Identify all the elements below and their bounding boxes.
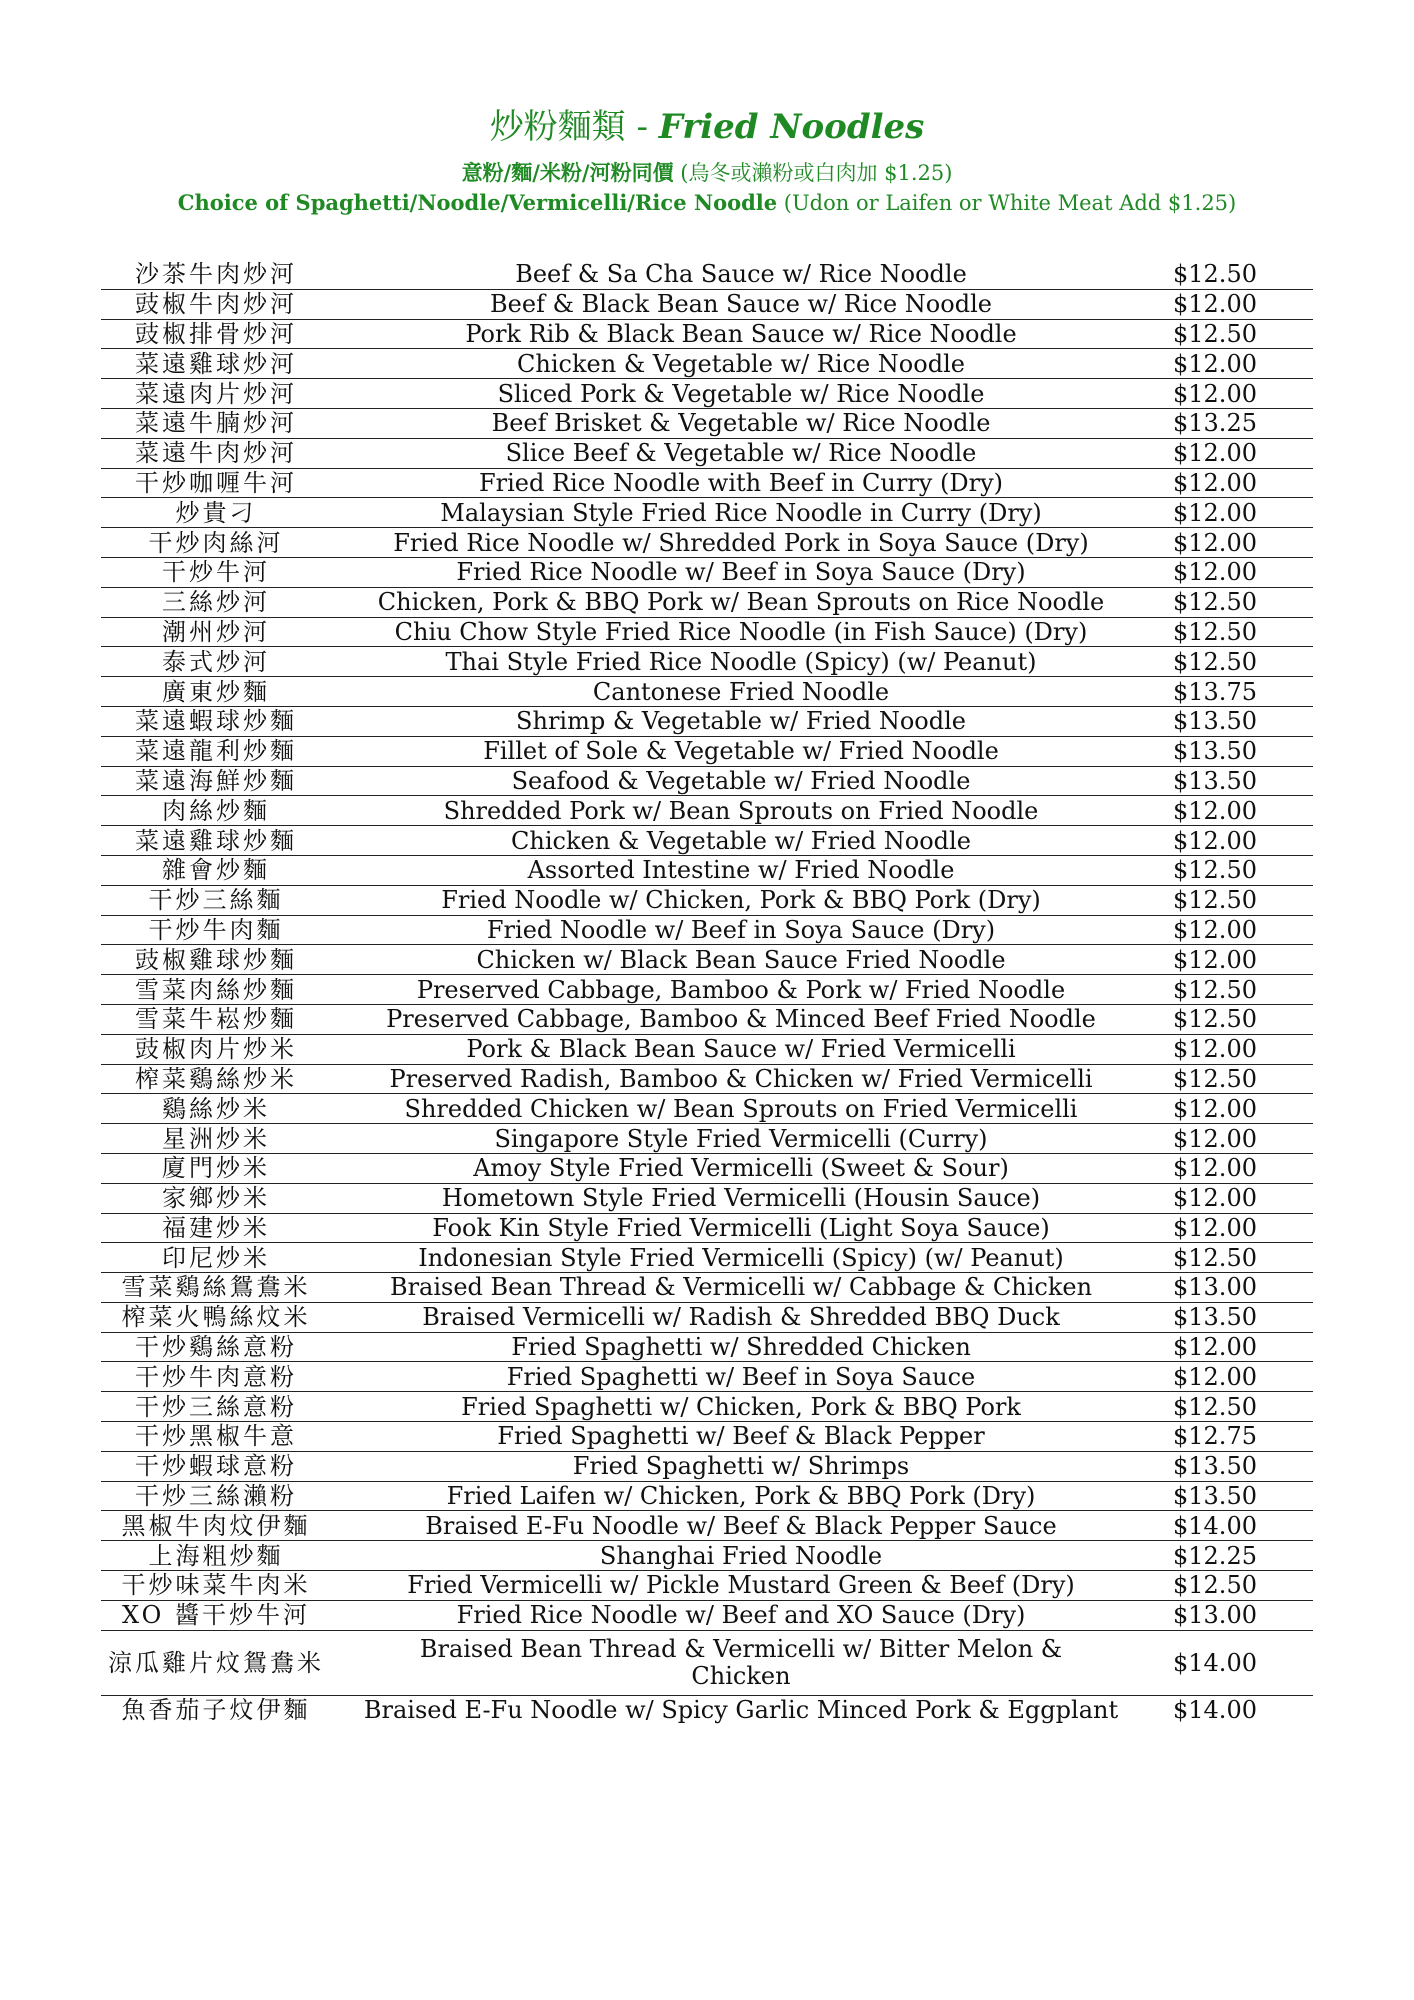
menu-item-chinese-name: 家鄉炒米: [162, 1184, 270, 1213]
choice-en: Choice of Spaghetti/Noodle/Vermicelli/Rice Noodle: [177, 190, 778, 215]
menu-header: [0, 104, 1414, 218]
menu-item-price: $12.50: [1173, 260, 1257, 289]
menu-item-row: [101, 558, 1313, 588]
menu-item-row: [101, 439, 1313, 469]
menu-item-row: [101, 1452, 1313, 1482]
menu-item-english-name: Pork & Black Bean Sauce w/ Fried Vermicelli: [466, 1035, 1016, 1064]
menu-item-price: $12.00: [1173, 1094, 1257, 1123]
menu-item-chinese-name: 干炒牛肉意粉: [135, 1362, 297, 1391]
choice-line-english: [0, 188, 1414, 218]
menu-item-price: $12.00: [1173, 290, 1257, 319]
menu-item-english-name: Chicken, Pork & BBQ Pork w/ Bean Sprouts on Rice Noodle: [377, 588, 1105, 617]
menu-item-english-name: Chicken w/ Black Bean Sauce Fried Noodle: [476, 945, 1006, 974]
menu-item-row: [101, 975, 1313, 1005]
menu-item-price: $12.00: [1173, 826, 1257, 855]
menu-item-price: $12.00: [1173, 1333, 1257, 1362]
menu-item-price: $13.50: [1173, 766, 1257, 795]
menu-item-english-name: Shanghai Fried Noodle: [599, 1541, 883, 1570]
menu-item-english-name: Chicken & Vegetable w/ Fried Noodle: [511, 826, 971, 855]
menu-item-english-name: Fried Rice Noodle with Beef in Curry (Dry): [478, 468, 1003, 497]
menu-item-row: [101, 1511, 1313, 1541]
menu-item-english-name: Preserved Radish, Bamboo & Chicken w/ Fried Vermicelli: [389, 1064, 1093, 1093]
menu-item-english-name: Fried Noodle w/ Chicken, Pork & BBQ Pork (Dry): [441, 886, 1041, 915]
menu-item-row: [101, 647, 1313, 677]
menu-item-row: [101, 1124, 1313, 1154]
menu-item-price: $13.00: [1173, 1601, 1257, 1630]
menu-item-chinese-name: 菜遠海鮮炒麵: [135, 766, 297, 795]
menu-item-english-name: Amoy Style Fried Vermicelli (Sweet & Sour): [473, 1154, 1009, 1183]
menu-item-row: [101, 320, 1313, 350]
menu-item-row: [101, 379, 1313, 409]
menu-item-english-name: Preserved Cabbage, Bamboo & Pork w/ Fried Noodle: [416, 975, 1066, 1004]
menu-item-price: $12.50: [1173, 588, 1257, 617]
menu-item-price: $14.00: [1173, 1511, 1257, 1540]
menu-item-price: $12.00: [1173, 1035, 1257, 1064]
menu-item-english-name: Fried Laifen w/ Chicken, Pork & BBQ Pork (Dry): [446, 1482, 1036, 1511]
menu-item-price: $12.50: [1173, 1392, 1257, 1421]
choice-line-chinese: [0, 158, 1414, 188]
menu-item-price: $13.50: [1173, 1482, 1257, 1511]
menu-item-english-name: Preserved Cabbage, Bamboo & Minced Beef Fried Noodle: [386, 1005, 1096, 1034]
menu-item-chinese-name: XO 醬干炒牛河: [122, 1601, 310, 1630]
menu-item-price: $12.50: [1173, 647, 1257, 676]
menu-item-english-name: Fried Noodle w/ Beef in Soya Sauce (Dry): [486, 915, 996, 944]
menu-item-chinese-name: 菜遠肉片炒河: [135, 379, 297, 408]
menu-item-english-name: Assorted Intestine w/ Fried Noodle: [527, 856, 955, 885]
menu-item-price: $12.50: [1173, 1571, 1257, 1600]
menu-item-price: $12.50: [1173, 1243, 1257, 1272]
menu-item-row: [101, 1005, 1313, 1035]
menu-item-price: $12.50: [1173, 886, 1257, 915]
menu-item-english-name: Thai Style Fried Rice Noodle (Spicy) (w/ Peanut): [445, 647, 1037, 676]
menu-item-row: [101, 1184, 1313, 1214]
menu-item-chinese-name: 黑椒牛肉炆伊麵: [121, 1511, 311, 1540]
menu-item-chinese-name: 菜遠蝦球炒麵: [135, 707, 297, 736]
menu-item-price: $13.50: [1173, 737, 1257, 766]
menu-item-chinese-name: 榨菜鷄絲炒米: [135, 1064, 297, 1093]
menu-item-english-name: Singapore Style Fried Vermicelli (Curry): [494, 1124, 988, 1153]
menu-item-row: [101, 528, 1313, 558]
menu-item-chinese-name: 魚香茄子炆伊麵: [121, 1696, 311, 1725]
menu-item-chinese-name: 菜遠雞球炒麵: [135, 826, 297, 855]
menu-item-row: [101, 1273, 1313, 1303]
menu-item-price: $12.00: [1173, 1154, 1257, 1183]
menu-item-row: [101, 1154, 1313, 1184]
menu-item-row: [101, 1571, 1313, 1601]
menu-item-price: $13.25: [1173, 409, 1257, 438]
menu-item-row: [101, 796, 1313, 826]
menu-item-price: $12.00: [1173, 379, 1257, 408]
menu-item-price: $13.00: [1173, 1273, 1257, 1302]
menu-item-price: $14.00: [1173, 1696, 1257, 1725]
menu-item-chinese-name: 干炒三絲意粉: [135, 1392, 297, 1421]
menu-item-chinese-name: 菜遠龍利炒麵: [135, 737, 297, 766]
menu-item-chinese-name: 干炒味菜牛肉米: [121, 1571, 311, 1600]
menu-item-english-name: Sliced Pork & Vegetable w/ Rice Noodle: [497, 379, 985, 408]
menu-item-row: [101, 1541, 1313, 1571]
menu-item-english-name: Seafood & Vegetable w/ Fried Noodle: [511, 766, 971, 795]
menu-item-price: $12.50: [1173, 975, 1257, 1004]
menu-item-chinese-name: 干炒黑椒牛意: [135, 1422, 297, 1451]
menu-item-chinese-name: 泰式炒河: [162, 647, 270, 676]
menu-item-english-name: Fried Spaghetti w/ Beef & Black Pepper: [497, 1422, 985, 1451]
menu-item-chinese-name: 鷄絲炒米: [162, 1094, 270, 1123]
menu-item-chinese-name: 榨菜火鴨絲炆米: [121, 1303, 311, 1332]
menu-item-chinese-name: 肉絲炒麵: [162, 796, 270, 825]
menu-item-row: [101, 290, 1313, 320]
menu-item-price: $12.00: [1173, 945, 1257, 974]
menu-item-row: [101, 1482, 1313, 1512]
menu-item-chinese-name: 干炒蝦球意粉: [135, 1452, 297, 1481]
title-chinese: 炒粉麵類 -: [489, 107, 659, 147]
menu-item-row: [101, 856, 1313, 886]
menu-item-row: [101, 260, 1313, 290]
menu-item-price: $12.00: [1173, 796, 1257, 825]
menu-item-row: [101, 945, 1313, 975]
menu-item-english-name: Shrimp & Vegetable w/ Fried Noodle: [516, 707, 966, 736]
menu-item-price: $12.50: [1173, 856, 1257, 885]
menu-item-english-name: Beef & Black Bean Sauce w/ Rice Noodle: [490, 290, 992, 319]
menu-item-english-name: Shredded Chicken w/ Bean Sprouts on Fried Vermicelli: [404, 1094, 1078, 1123]
menu-item-chinese-name: 菜遠牛肉炒河: [135, 439, 297, 468]
menu-item-english-name: Malaysian Style Fried Rice Noodle in Curry (Dry): [440, 498, 1042, 527]
menu-item-row: [101, 409, 1313, 439]
menu-item-english-name: Fried Rice Noodle w/ Beef and XO Sauce (Dry): [456, 1601, 1026, 1630]
menu-item-price: $13.50: [1173, 1452, 1257, 1481]
menu-item-price: $12.00: [1173, 1362, 1257, 1391]
title-english: Fried Noodles: [658, 107, 925, 147]
menu-item-row: [101, 1631, 1313, 1696]
menu-item-chinese-name: 干炒鷄絲意粉: [135, 1333, 297, 1362]
menu-item-row: [101, 349, 1313, 379]
menu-item-price: $12.00: [1173, 1213, 1257, 1242]
menu-item-english-name: Pork Rib & Black Bean Sauce w/ Rice Noodle: [465, 319, 1017, 348]
menu-item-chinese-name: 雪菜牛崧炒麵: [135, 1005, 297, 1034]
menu-item-chinese-name: 菜遠牛腩炒河: [135, 409, 297, 438]
menu-item-english-name: Beef Brisket & Vegetable w/ Rice Noodle: [491, 409, 991, 438]
menu-item-chinese-name: 涼瓜雞片炆鴛鴦米: [108, 1648, 324, 1677]
menu-item-english-name: Chicken & Vegetable w/ Rice Noodle: [517, 349, 965, 378]
menu-item-chinese-name: 廣東炒麵: [162, 677, 270, 706]
menu-item-row: [101, 677, 1313, 707]
menu-item-english-name: Fried Rice Noodle w/ Beef in Soya Sauce (Dry): [456, 558, 1026, 587]
menu-item-chinese-name: 干炒牛河: [162, 558, 270, 587]
menu-item-english-name: Shredded Pork w/ Bean Sprouts on Fried Noodle: [443, 796, 1039, 825]
menu-item-chinese-name: 干炒咖喱牛河: [135, 468, 297, 497]
menu-item-chinese-name: 雜會炒麵: [162, 856, 270, 885]
menu-item-price: $12.50: [1173, 1005, 1257, 1034]
menu-item-chinese-name: 豉椒排骨炒河: [135, 319, 297, 348]
menu-item-chinese-name: 潮州炒河: [162, 617, 270, 646]
menu-item-price: $12.00: [1173, 915, 1257, 944]
menu-item-english-name: Braised E-Fu Noodle w/ Spicy Garlic Minced Pork & Eggplant: [363, 1696, 1119, 1725]
menu-item-chinese-name: 菜遠雞球炒河: [135, 349, 297, 378]
menu-item-price: $12.50: [1173, 617, 1257, 646]
menu-item-price: $12.00: [1173, 1184, 1257, 1213]
menu-item-english-name: Fillet of Sole & Vegetable w/ Fried Noodle: [483, 737, 999, 766]
menu-item-chinese-name: 福建炒米: [162, 1213, 270, 1242]
menu-item-row: [101, 1333, 1313, 1363]
menu-item-english-name: Beef & Sa Cha Sauce w/ Rice Noodle: [515, 260, 967, 289]
menu-item-price: $13.75: [1173, 677, 1257, 706]
menu-item-chinese-name: 廈門炒米: [162, 1154, 270, 1183]
menu-item-price: $12.00: [1173, 558, 1257, 587]
menu-item-english-name: Fried Vermicelli w/ Pickle Mustard Green & Beef (Dry): [407, 1571, 1075, 1600]
menu-item-chinese-name: 三絲炒河: [162, 588, 270, 617]
menu-item-row: [101, 737, 1313, 767]
menu-item-english-name: Braised Bean Thread & Vermicelli w/ Bitter Melon & Chicken: [419, 1634, 1063, 1690]
choice-cn-note: (烏冬或瀨粉或白肉加 $1.25): [673, 161, 953, 185]
menu-item-row: [101, 588, 1313, 618]
menu-item-english-name: Braised Bean Thread & Vermicelli w/ Cabbage & Chicken: [389, 1273, 1093, 1302]
menu-item-price: $12.00: [1173, 498, 1257, 527]
menu-item-price: $12.00: [1173, 528, 1257, 557]
menu-item-price: $14.00: [1173, 1648, 1257, 1677]
menu-item-english-name: Chiu Chow Style Fried Rice Noodle (in Fish Sauce) (Dry): [394, 617, 1088, 646]
menu-item-english-name: Fook Kin Style Fried Vermicelli (Light Soya Sauce): [432, 1213, 1050, 1242]
menu-item-row: [101, 1392, 1313, 1422]
menu-item-price: $12.75: [1173, 1422, 1257, 1451]
menu-item-price: $12.00: [1173, 468, 1257, 497]
menu-item-row: [101, 1243, 1313, 1273]
menu-item-row: [101, 1065, 1313, 1095]
menu-item-english-name: Fried Spaghetti w/ Beef in Soya Sauce: [506, 1362, 976, 1391]
menu-item-english-name: Indonesian Style Fried Vermicelli (Spicy) (w/ Peanut): [418, 1243, 1064, 1272]
menu-item-price: $12.50: [1173, 319, 1257, 348]
menu-item-chinese-name: 干炒三絲瀨粉: [135, 1482, 297, 1511]
menu-item-chinese-name: 沙茶牛肉炒河: [135, 260, 297, 289]
menu-item-row: [101, 916, 1313, 946]
menu-item-chinese-name: 雪菜肉絲炒麵: [135, 975, 297, 1004]
menu-item-english-name: Fried Spaghetti w/ Shrimps: [572, 1452, 910, 1481]
menu-item-row: [101, 1094, 1313, 1124]
choice-en-note: (Udon or Laifen or White Meat Add $1.25): [777, 191, 1237, 215]
menu-item-row: [101, 1035, 1313, 1065]
menu-item-chinese-name: 干炒三絲麵: [148, 886, 284, 915]
menu-item-chinese-name: 豉椒肉片炒米: [135, 1035, 297, 1064]
menu-item-price: $12.00: [1173, 439, 1257, 468]
menu-item-english-name: Braised Vermicelli w/ Radish & Shredded BBQ Duck: [422, 1303, 1060, 1332]
menu-item-chinese-name: 干炒牛肉麵: [148, 915, 284, 944]
menu-item-english-name: Fried Spaghetti w/ Shredded Chicken: [511, 1333, 971, 1362]
menu-item-english-name: Cantonese Fried Noodle: [592, 677, 890, 706]
menu-item-row: [101, 1696, 1313, 1725]
menu-item-row: [101, 1214, 1313, 1244]
menu-item-chinese-name: 干炒肉絲河: [148, 528, 284, 557]
menu-list: [101, 260, 1313, 1724]
choice-cn: 意粉/麵/米粉/河粉同價: [461, 160, 674, 185]
menu-item-row: [101, 767, 1313, 797]
menu-item-row: [101, 1362, 1313, 1392]
menu-item-row: [101, 469, 1313, 499]
menu-item-chinese-name: 豉椒雞球炒麵: [135, 945, 297, 974]
menu-item-row: [101, 618, 1313, 648]
menu-item-row: [101, 1422, 1313, 1452]
menu-item-row: [101, 1601, 1313, 1631]
menu-item-row: [101, 707, 1313, 737]
menu-item-english-name: Fried Spaghetti w/ Chicken, Pork & BBQ Pork: [461, 1392, 1021, 1421]
menu-item-price: $12.50: [1173, 1064, 1257, 1093]
menu-item-price: $13.50: [1173, 1303, 1257, 1332]
menu-item-english-name: Fried Rice Noodle w/ Shredded Pork in Soya Sauce (Dry): [393, 528, 1089, 557]
menu-item-price: $12.00: [1173, 1124, 1257, 1153]
menu-item-chinese-name: 星洲炒米: [162, 1124, 270, 1153]
menu-item-chinese-name: 炒貴刁: [175, 498, 257, 527]
menu-item-row: [101, 498, 1313, 528]
menu-item-english-name: Braised E-Fu Noodle w/ Beef & Black Pepper Sauce: [425, 1511, 1057, 1540]
menu-item-price: $13.50: [1173, 707, 1257, 736]
menu-item-chinese-name: 印尼炒米: [162, 1243, 270, 1272]
menu-item-english-name: Hometown Style Fried Vermicelli (Housin Sauce): [441, 1184, 1041, 1213]
menu-item-row: [101, 1303, 1313, 1333]
menu-item-chinese-name: 豉椒牛肉炒河: [135, 290, 297, 319]
menu-item-row: [101, 886, 1313, 916]
menu-item-price: $12.25: [1173, 1541, 1257, 1570]
menu-item-price: $12.00: [1173, 349, 1257, 378]
menu-item-chinese-name: 上海粗炒麵: [148, 1541, 284, 1570]
menu-item-english-name: Slice Beef & Vegetable w/ Rice Noodle: [505, 439, 977, 468]
page-title: [0, 104, 1414, 150]
menu-item-chinese-name: 雪菜鷄絲鴛鴦米: [121, 1273, 311, 1302]
menu-item-row: [101, 826, 1313, 856]
